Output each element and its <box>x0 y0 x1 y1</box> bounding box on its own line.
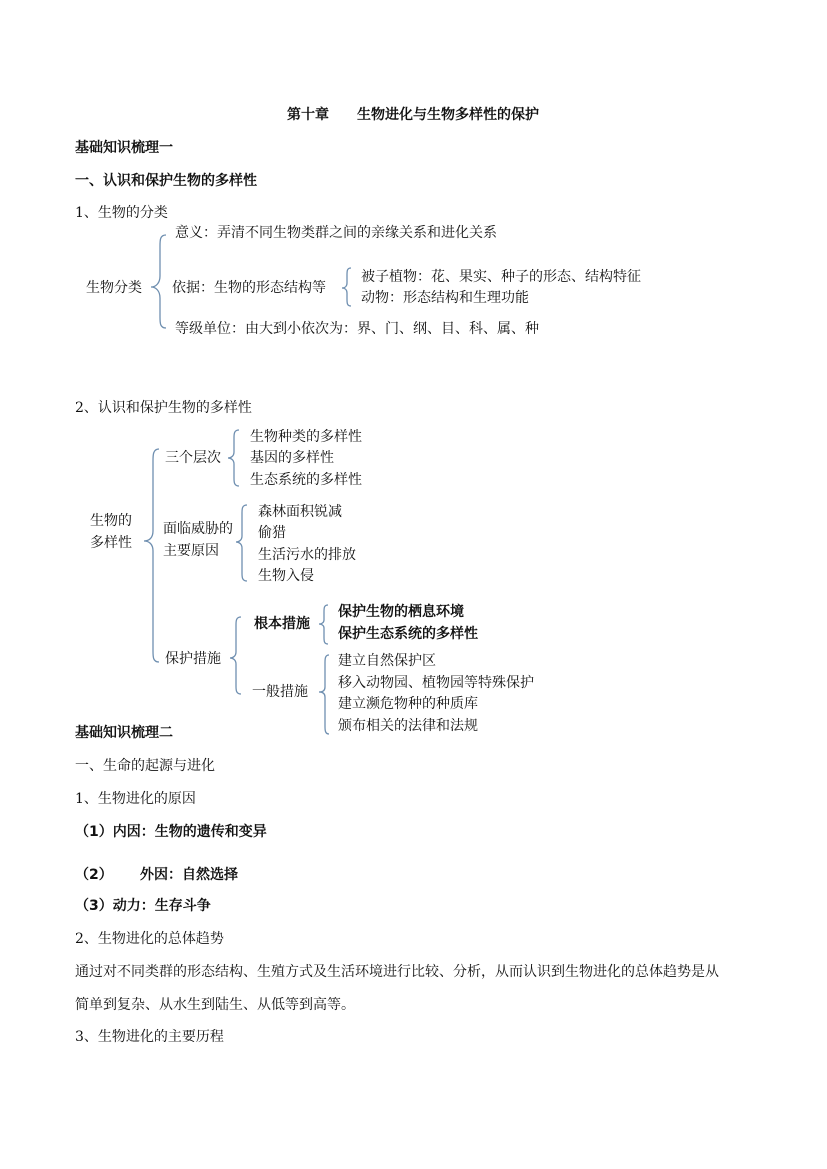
level-item: 生物种类的多样性 <box>250 429 362 445</box>
classification-brace <box>151 235 166 328</box>
chapter-title: 第十章 生物进化与生物多样性的保护 <box>287 107 539 123</box>
general-item: 颁布相关的法律和法规 <box>338 718 478 734</box>
evolution-trend-line2: 简单到复杂、从水生到陆生、从低等到高等。 <box>75 997 355 1013</box>
fundamental-label: 根本措施 <box>254 616 310 632</box>
threat-item: 生物入侵 <box>258 568 314 584</box>
threat-item: 偷猎 <box>258 525 286 541</box>
measures-label: 保护措施 <box>165 651 221 667</box>
section2-subheading: 一、生命的起源与进化 <box>75 758 215 774</box>
classification-basis-animals: 动物：形态结构和生理功能 <box>361 290 529 306</box>
evolution-trend-line1: 通过对不同类群的形态结构、生殖方式及生活环境进行比较、分析，从而认识到生物进化的总体趋势是从 <box>75 964 719 980</box>
evolution-history-title: 3、生物进化的主要历程 <box>75 1029 224 1045</box>
classification-basis: 依据：生物的形态结构等 <box>172 280 326 296</box>
evolution-cause-title: 1、生物进化的原因 <box>75 791 196 807</box>
threats-label-line1: 面临威胁的 <box>163 521 233 537</box>
classification-meaning: 意义：弄清不同生物类群之间的亲缘关系和进化关系 <box>175 225 497 241</box>
section2-heading: 基础知识梳理二 <box>75 725 173 741</box>
fundamental-brace <box>319 605 328 644</box>
threats-brace <box>236 505 247 581</box>
threats-label-line2: 主要原因 <box>163 543 219 559</box>
biodiversity-title: 2、认识和保护生物的多样性 <box>75 400 252 416</box>
level-item: 基因的多样性 <box>250 450 334 466</box>
evolution-trend-title: 2、生物进化的总体趋势 <box>75 931 224 947</box>
cause-external-number: （2） <box>75 867 113 883</box>
section1-subheading: 一、认识和保护生物的多样性 <box>75 173 257 189</box>
threat-item: 生活污水的排放 <box>258 547 356 563</box>
biodiversity-brace <box>144 449 159 662</box>
general-item: 建立濒危物种的种质库 <box>338 696 478 712</box>
section1-heading: 基础知识梳理一 <box>75 140 173 156</box>
levels-brace <box>228 430 239 486</box>
levels-label: 三个层次 <box>165 450 221 466</box>
classification-basis-plants: 被子植物：花、果实、种子的形态、结构特征 <box>361 269 641 285</box>
biodiversity-root-line2: 多样性 <box>90 535 132 551</box>
biodiversity-root-line1: 生物的 <box>90 513 132 529</box>
level-item: 生态系统的多样性 <box>250 472 362 488</box>
threat-item: 森林面积锐减 <box>258 504 342 520</box>
fundamental-item: 保护生物的栖息环境 <box>338 604 464 620</box>
general-item: 建立自然保护区 <box>338 653 436 669</box>
classification-root: 生物分类 <box>86 280 142 296</box>
general-item: 移入动物园、植物园等特殊保护 <box>338 675 534 691</box>
classification-title: 1、生物的分类 <box>75 205 168 221</box>
basis-brace <box>342 268 351 306</box>
cause-internal: （1）内因：生物的遗传和变异 <box>75 824 267 840</box>
general-brace <box>319 655 329 734</box>
measures-brace <box>230 617 241 694</box>
classification-ranks: 等级单位：由大到小依次为：界、门、纲、目、科、属、种 <box>175 321 539 337</box>
fundamental-item: 保护生态系统的多样性 <box>338 626 478 642</box>
cause-external: 外因：自然选择 <box>140 867 238 883</box>
cause-driving-force: （3）动力：生存斗争 <box>75 898 211 914</box>
general-label: 一般措施 <box>252 684 308 700</box>
